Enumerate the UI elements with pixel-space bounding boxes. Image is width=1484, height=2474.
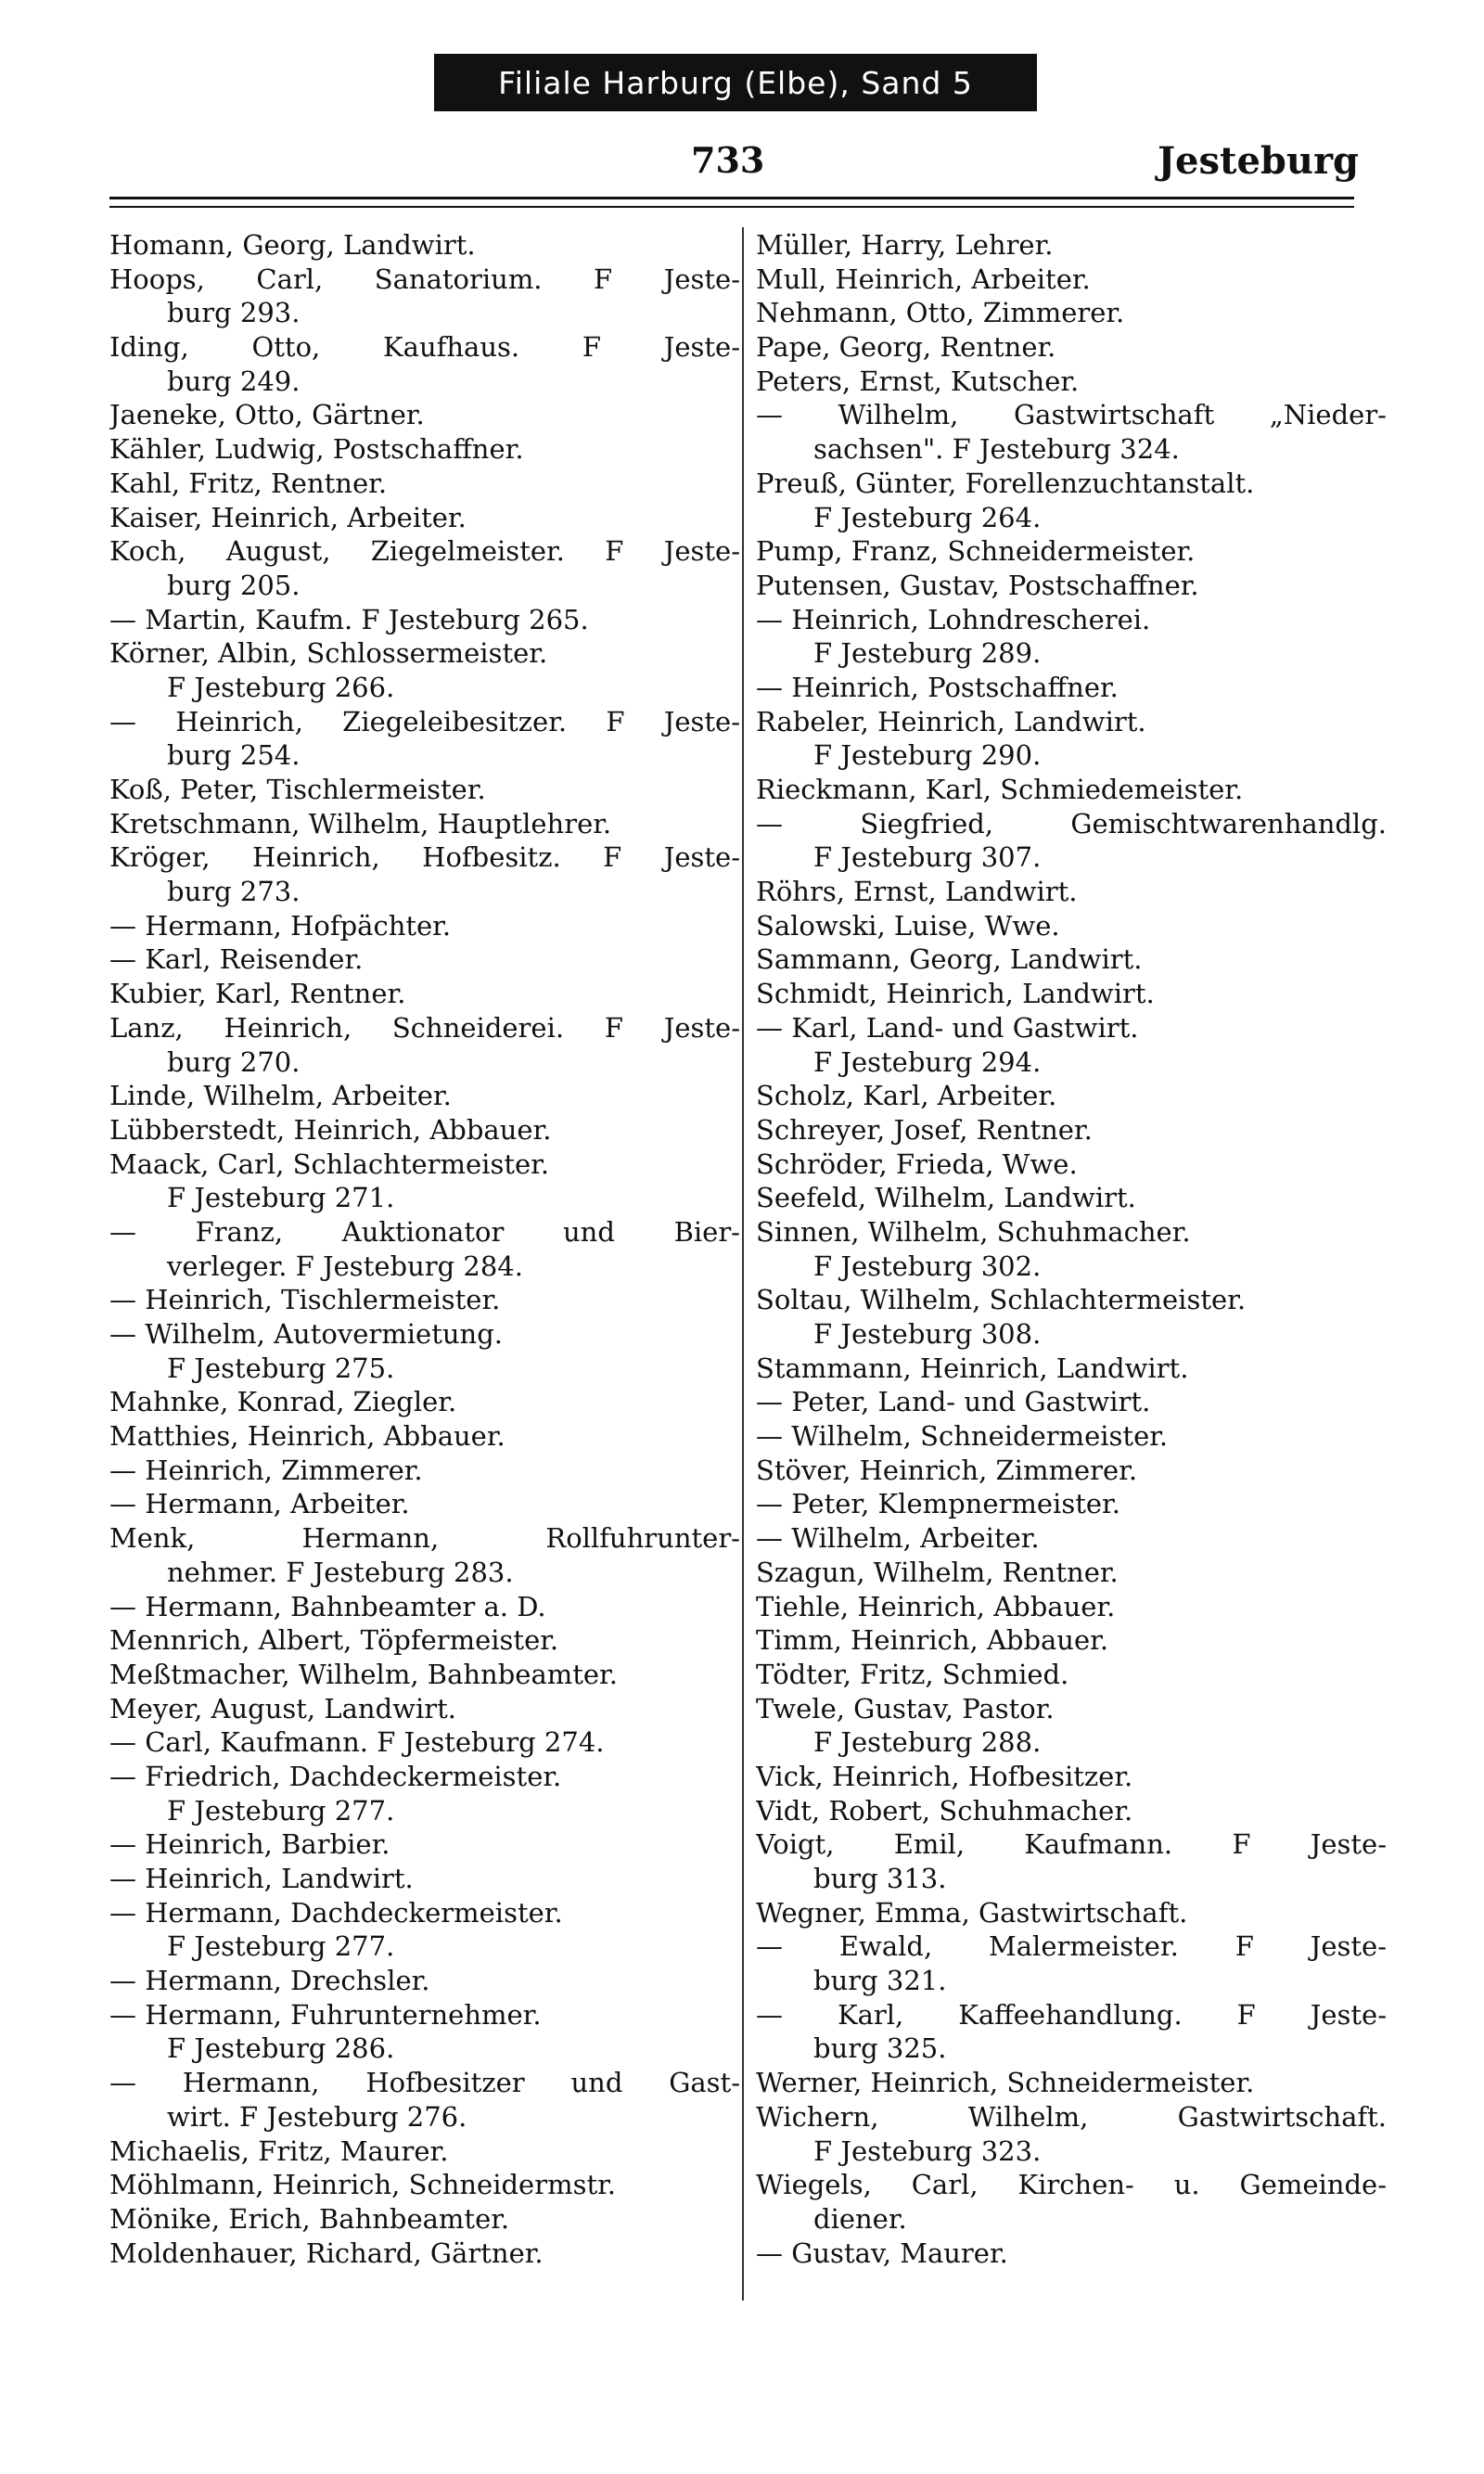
directory-line: — Hermann, Arbeiter.	[109, 1488, 410, 1520]
directory-line: Nehmann, Otto, Zimmerer.	[756, 297, 1125, 329]
directory-line: Linde, Wilhelm, Arbeiter.	[109, 1080, 452, 1112]
directory-line: — Heinrich, Lohndrescherei.	[756, 603, 1151, 635]
left-column	[109, 228, 740, 2270]
directory-line: — Wilhelm, Autovermietung.	[109, 1318, 503, 1350]
directory-line: burg 254.	[167, 739, 301, 772]
directory-line: Körner, Albin, Schlossermeister.	[109, 637, 548, 670]
directory-line: — Heinrich, Postschaffner.	[756, 671, 1119, 703]
directory-line: Hoops, Carl, Sanatorium. F Jeste-	[109, 263, 740, 295]
directory-line: burg 249.	[167, 365, 301, 397]
directory-line: nehmer. F Jesteburg 283.	[167, 1556, 514, 1588]
directory-line: Rieckmann, Karl, Schmiedemeister.	[756, 774, 1244, 805]
header-rule-thin	[109, 206, 1354, 208]
directory-line: Mönike, Erich, Bahnbeamter.	[109, 2202, 510, 2235]
directory-line: burg 325.	[813, 2032, 947, 2065]
directory-line: — Siegfried, Gemischtwarenhandlg.	[756, 807, 1387, 840]
directory-line: Pump, Franz, Schneidermeister.	[756, 535, 1196, 568]
directory-line: Seefeld, Wilhelm, Landwirt.	[756, 1182, 1136, 1214]
directory-line: Soltau, Wilhelm, Schlachtermeister.	[756, 1284, 1247, 1316]
directory-line: burg 273.	[167, 876, 301, 908]
directory-line: Menk, Hermann, Rollfuhrunter-	[109, 1522, 740, 1555]
directory-line: Vick, Heinrich, Hofbesitzer.	[756, 1760, 1133, 1792]
directory-line: Möhlmann, Heinrich, Schneidermstr.	[109, 2169, 617, 2201]
directory-line: — Hermann, Dachdeckermeister.	[109, 1896, 563, 1929]
directory-line: F Jesteburg 266.	[167, 671, 395, 703]
directory-line: — Carl, Kaufmann. F Jesteburg 274.	[109, 1726, 605, 1759]
directory-line: F Jesteburg 294.	[813, 1045, 1042, 1078]
directory-line: — Wilhelm, Gastwirtschaft „Nieder-	[756, 399, 1387, 431]
directory-line: Maack, Carl, Schlachtermeister.	[109, 1147, 550, 1180]
directory-line: — Hermann, Bahnbeamter a. D.	[109, 1590, 546, 1622]
directory-line: — Karl, Reisender.	[109, 943, 364, 976]
directory-line: — Heinrich, Ziegeleibesitzer. F Jeste-	[109, 705, 740, 737]
directory-line: F Jesteburg 323.	[813, 2134, 1042, 2167]
directory-line: Kähler, Ludwig, Postschaffner.	[109, 433, 524, 466]
directory-line: F Jesteburg 277.	[167, 1794, 395, 1827]
directory-line: F Jesteburg 288.	[813, 1726, 1042, 1759]
directory-line: — Ewald, Malermeister. F Jeste-	[756, 1930, 1387, 1963]
directory-line: F Jesteburg 277.	[167, 1930, 395, 1963]
directory-line: Kröger, Heinrich, Hofbesitz. F Jeste-	[109, 841, 740, 874]
directory-line: Sinnen, Wilhelm, Schuhmacher.	[756, 1215, 1191, 1248]
directory-line: Mahnke, Konrad, Ziegler.	[109, 1386, 457, 1418]
directory-line: — Heinrich, Zimmerer.	[109, 1454, 423, 1486]
directory-line: — Heinrich, Landwirt.	[109, 1863, 414, 1894]
directory-line: Wiegels, Carl, Kirchen- u. Gemeinde-	[756, 2169, 1387, 2201]
directory-line: Lanz, Heinrich, Schneiderei. F Jeste-	[109, 1011, 740, 1044]
directory-line: Iding, Otto, Kaufhaus. F Jeste-	[109, 331, 740, 364]
directory-line: Lübberstedt, Heinrich, Abbauer.	[109, 1113, 552, 1146]
directory-line: Schröder, Frieda, Wwe.	[756, 1147, 1078, 1180]
directory-line: F Jesteburg 302.	[813, 1250, 1042, 1282]
directory-line: Kubier, Karl, Rentner.	[109, 978, 406, 1010]
directory-line: — Peter, Land- und Gastwirt.	[756, 1386, 1151, 1418]
directory-line: Peters, Ernst, Kutscher.	[756, 365, 1080, 397]
directory-line: burg 205.	[167, 569, 301, 601]
page-number: 733	[691, 139, 765, 181]
directory-line: — Peter, Klempnermeister.	[756, 1488, 1120, 1520]
directory-line: burg 293.	[167, 297, 301, 329]
directory-line: Kretschmann, Wilhelm, Hauptlehrer.	[109, 807, 612, 840]
directory-line: Tiehle, Heinrich, Abbauer.	[756, 1590, 1116, 1622]
directory-line: Tödter, Fritz, Schmied.	[756, 1658, 1069, 1690]
directory-line: Sammann, Georg, Landwirt.	[756, 943, 1143, 976]
directory-line: Stöver, Heinrich, Zimmerer.	[756, 1454, 1138, 1486]
directory-line: Jaeneke, Otto, Gärtner.	[109, 399, 425, 431]
directory-line: Vidt, Robert, Schuhmacher.	[756, 1794, 1133, 1827]
directory-line: Michaelis, Fritz, Maurer.	[109, 2134, 449, 2167]
filiale-banner: Filiale Harburg (Elbe), Sand 5	[434, 54, 1037, 111]
directory-line: burg 313.	[813, 1863, 947, 1894]
running-head: Jesteburg	[1158, 139, 1359, 183]
directory-line: verleger. F Jesteburg 284.	[167, 1250, 523, 1282]
directory-line: F Jesteburg 308.	[813, 1318, 1042, 1350]
directory-line: — Hermann, Drechsler.	[109, 1965, 430, 1997]
directory-line: Schreyer, Josef, Rentner.	[756, 1113, 1093, 1146]
directory-line: F Jesteburg 286.	[167, 2032, 395, 2065]
directory-line: F Jesteburg 275.	[167, 1352, 395, 1384]
directory-line: — Hermann, Hofbesitzer und Gast-	[109, 2067, 740, 2099]
directory-line: — Gustav, Maurer.	[756, 2237, 1008, 2269]
directory-line: Rabeler, Heinrich, Landwirt.	[756, 705, 1146, 737]
directory-line: Meyer, August, Landwirt.	[109, 1692, 456, 1724]
header-rule-thick	[109, 197, 1354, 199]
directory-line: — Hermann, Fuhrunternehmer.	[109, 1998, 542, 2031]
directory-line: burg 270.	[167, 1045, 301, 1078]
directory-line: Matthies, Heinrich, Abbauer.	[109, 1420, 505, 1453]
directory-line: — Karl, Kaffeehandlung. F Jeste-	[756, 1998, 1387, 2031]
directory-line: — Heinrich, Barbier.	[109, 1828, 390, 1861]
directory-line: F Jesteburg 264.	[813, 501, 1042, 533]
directory-line: Twele, Gustav, Pastor.	[756, 1692, 1055, 1724]
directory-line: Voigt, Emil, Kaufmann. F Jeste-	[756, 1828, 1387, 1861]
directory-line: Mennrich, Albert, Töpfermeister.	[109, 1624, 559, 1657]
directory-line: Wichern, Wilhelm, Gastwirtschaft.	[756, 2100, 1387, 2133]
directory-line: Homann, Georg, Landwirt.	[109, 229, 476, 261]
directory-line: Preuß, Günter, Forellenzuchtanstalt.	[756, 467, 1255, 499]
directory-line: Meßtmacher, Wilhelm, Bahnbeamter.	[109, 1658, 618, 1690]
column-divider	[742, 227, 744, 2301]
directory-line: Pape, Georg, Rentner.	[756, 331, 1056, 364]
directory-line: Moldenhauer, Richard, Gärtner.	[109, 2237, 544, 2269]
directory-line: Szagun, Wilhelm, Rentner.	[756, 1556, 1119, 1588]
directory-line: — Wilhelm, Schneidermeister.	[756, 1420, 1169, 1453]
directory-line: Röhrs, Ernst, Landwirt.	[756, 876, 1078, 908]
directory-line: Müller, Harry, Lehrer.	[756, 229, 1054, 261]
directory-line: F Jesteburg 289.	[813, 637, 1042, 670]
directory-line: Salowski, Luise, Wwe.	[756, 909, 1060, 942]
directory-line: burg 321.	[813, 1965, 947, 1997]
directory-line: Kahl, Fritz, Rentner.	[109, 467, 388, 499]
directory-line: Stammann, Heinrich, Landwirt.	[756, 1352, 1189, 1384]
directory-line: Koch, August, Ziegelmeister. F Jeste-	[109, 535, 740, 568]
directory-line: — Wilhelm, Arbeiter.	[756, 1522, 1040, 1555]
directory-line: Scholz, Karl, Arbeiter.	[756, 1080, 1057, 1112]
right-column	[756, 228, 1387, 2270]
directory-line: — Franz, Auktionator und Bier-	[109, 1215, 740, 1248]
directory-line: Koß, Peter, Tischlermeister.	[109, 774, 486, 805]
directory-line: Schmidt, Heinrich, Landwirt.	[756, 978, 1155, 1010]
directory-line: Wegner, Emma, Gastwirtschaft.	[756, 1896, 1188, 1929]
directory-line: sachsen". F Jesteburg 324.	[813, 433, 1180, 466]
directory-line: — Friedrich, Dachdeckermeister.	[109, 1760, 562, 1792]
directory-line: — Hermann, Hofpächter.	[109, 909, 452, 942]
directory-line: F Jesteburg 290.	[813, 739, 1042, 772]
directory-line: — Martin, Kaufm. F Jesteburg 265.	[109, 603, 589, 635]
directory-line: Werner, Heinrich, Schneidermeister.	[756, 2067, 1255, 2099]
directory-line: — Karl, Land- und Gastwirt.	[756, 1011, 1139, 1044]
directory-line: wirt. F Jesteburg 276.	[167, 2100, 467, 2133]
directory-line: Putensen, Gustav, Postschaffner.	[756, 569, 1199, 601]
directory-line: diener.	[813, 2202, 907, 2235]
directory-line: — Heinrich, Tischlermeister.	[109, 1284, 501, 1316]
directory-line: F Jesteburg 271.	[167, 1182, 395, 1214]
directory-line: F Jesteburg 307.	[813, 841, 1042, 874]
directory-line: Kaiser, Heinrich, Arbeiter.	[109, 501, 467, 533]
directory-line: Timm, Heinrich, Abbauer.	[756, 1624, 1109, 1657]
directory-line: Mull, Heinrich, Arbeiter.	[756, 263, 1091, 295]
